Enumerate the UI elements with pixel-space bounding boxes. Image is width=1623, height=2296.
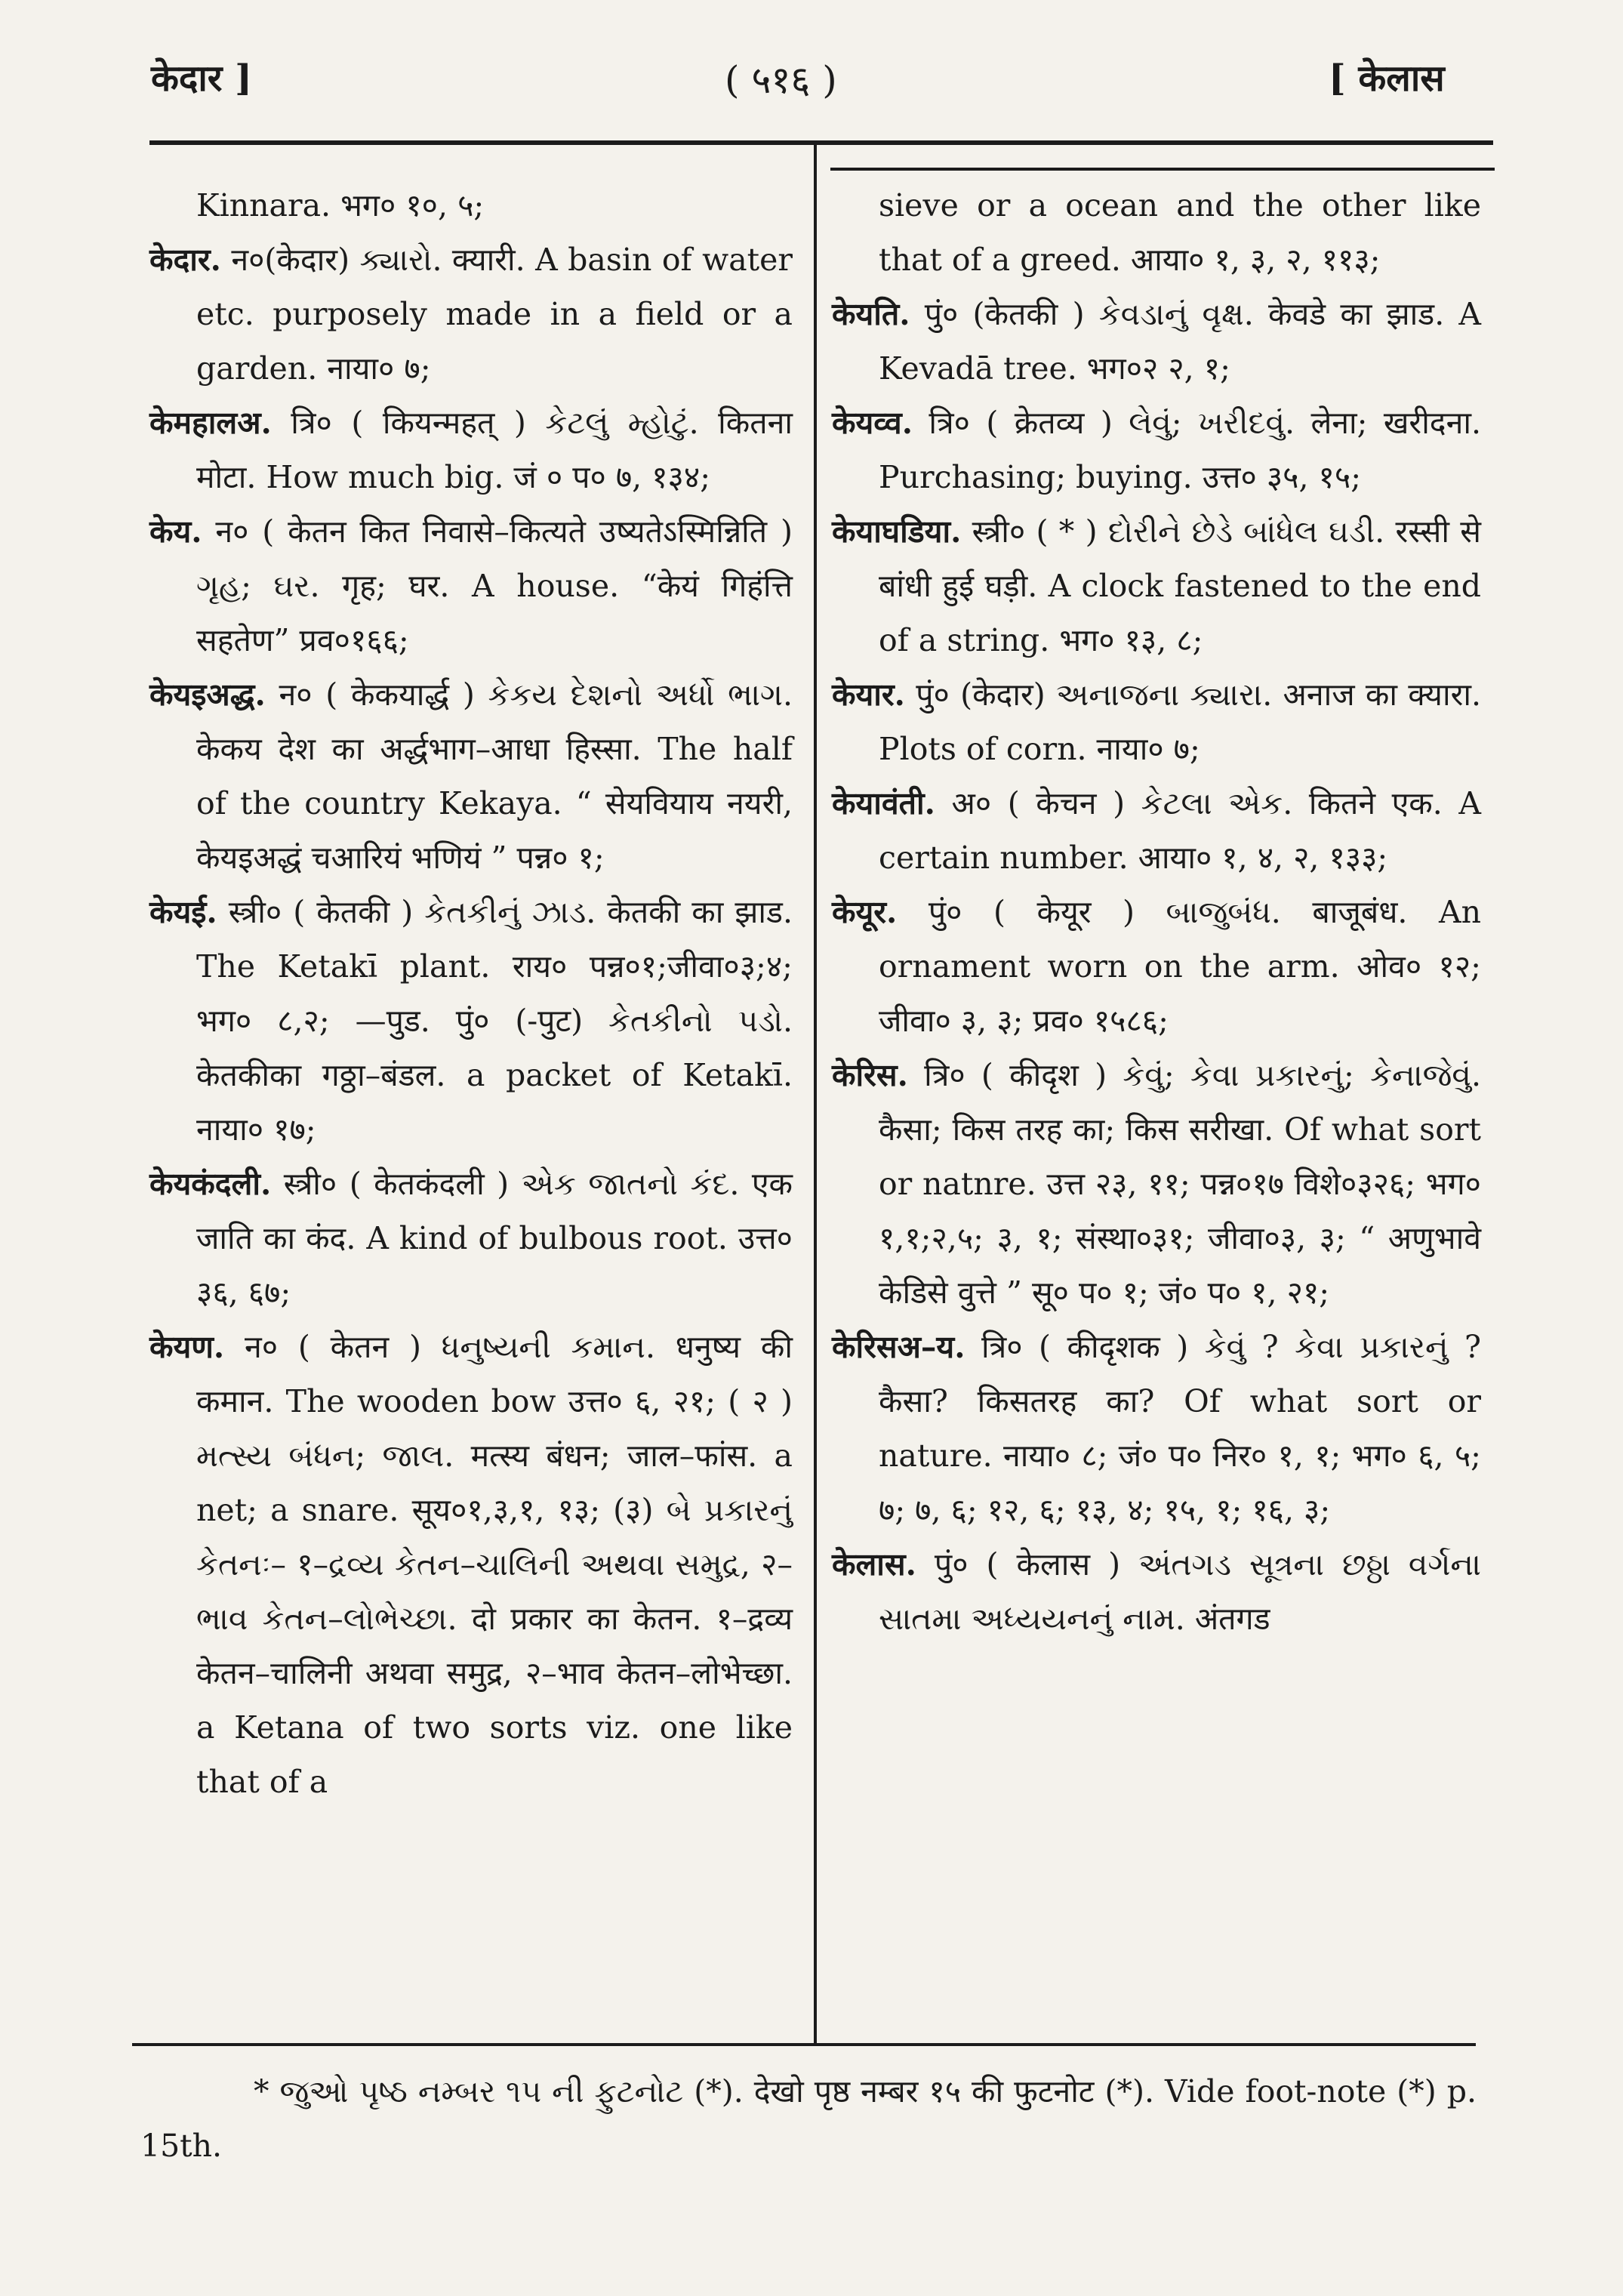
dictionary-entry [149, 885, 793, 1157]
entry-body: त्रि० ( कियन्महत् ) કેટલું મ્હોટું. कितना मोटा. How much big. जं ० प० ७, १३४; [196, 405, 793, 495]
entry-headword: केरिसअ–य. [832, 1329, 965, 1365]
entry-body: न०(केदार) ક્યારો. क्यारी. A basin of water etc. purposely made in a field or a garden. नाया० ७; [196, 242, 793, 387]
dictionary-entry-continuation: sieve or a ocean and the other like that of a greed. आया० १, ३, २, ११३; [879, 187, 1481, 278]
entry-headword: केयइअद्ध. [149, 676, 266, 713]
running-head-right: [ केलास [1329, 57, 1445, 100]
entry-body: स्त्री० ( * ) દોરીને છેડે બાંધેલ ઘડી. रस्सी से बांधी हुई घड़ी. A clock fastened to the end of a string. भग० १३, ८; [879, 513, 1481, 658]
entry-headword: केयति. [832, 296, 910, 332]
entry-headword: केयार. [832, 676, 905, 713]
entry-body: पुं० ( केलास ) અંતગડ સૂત્રના છઠ્ઠા વર્ગના સાતમા અધ્યયનનું નામ. अंतगड [879, 1546, 1481, 1637]
footnote: * જુઓ પૃષ્ઠ નમ્બર ૧૫ ની ફુટનોટ (*). देखो पृष्ठ नम्बर १५ की फुटनोट (*). Vide foot-note (*) p. 15th. [140, 2073, 1477, 2164]
dictionary-entry [832, 1048, 1481, 1320]
running-head-left: केदार ] [151, 57, 252, 100]
dictionary-entry [149, 504, 793, 667]
entry-body: पुं० (केतकी ) કેવડાનું વૃક્ષ. केवडे का झाड. A Kevadā tree. भग०२ २, १; [879, 296, 1481, 387]
entry-body: स्त्री० ( केतकी ) કેતકીનું ઝાડ. केतकी का झाड. The Ketakī plant. राय० पन्न०१;जीवा०३;४; भग० ८,२; —पुड. पुं० (-पुट) કેતકીનો પડો. केतकीका गठ्ठा–बंडल. a packet of Ketakī. नाया० १७; [196, 894, 793, 1148]
dictionary-entry [832, 667, 1481, 776]
entry-headword: केमहालअ. [149, 405, 272, 441]
entry-headword: केयावंती. [832, 785, 935, 821]
dictionary-entry [832, 396, 1481, 504]
entry-headword: केयई. [149, 894, 217, 930]
entry-headword: केलास. [832, 1546, 916, 1583]
dictionary-entry-continuation: Kinnara. भग० १०, ५; [196, 187, 485, 223]
dictionary-entry [149, 1157, 793, 1320]
entry-body: स्त्री० ( केतकंदली ) એક જાતનો કંદ. एक जाति का कंद. A kind of bulbous root. उत्त० ३६, ६७; [196, 1166, 793, 1311]
right-column [832, 178, 1481, 1646]
entry-body: न० ( केकयार्द्ध ) કેકય દેશનો અર્ધો ભાગ. केकय देश का अर्द्धभाग–आधा हिस्सा. The half of the country Kekaya. “ सेयवियाय नयरी, केयइअद्धं चआरियं भणियं ” पन्न० १; [196, 676, 793, 876]
entry-body: त्रि० ( क्रेतव्य ) લેવું; ખરીદવું. लेना; खरीदना. Purchasing; buying. उत्त० ३५, १५; [879, 405, 1481, 495]
dictionary-entry [832, 776, 1481, 885]
dictionary-entry [832, 1320, 1481, 1537]
dictionary-entry [832, 287, 1481, 396]
page-number: ( ५१६ ) [725, 58, 837, 102]
entry-body: त्रि० ( कीदृशक ) કેવું ? કેવા પ્રકારનું ? कैसा? किसतरह का? Of what sort or nature. नाया० ८; जं० प० निर० १, १; भग० ६, ५; ७; ७, ६; १२, ६; १३, ४; १५, १; १६, ३; [879, 1329, 1481, 1528]
entry-body: पुं० ( केयूर ) બાજુબંધ. बाजूबंध. An ornament worn on the arm. ओव० १२; जीवा० ३, ३; प्रव० १५८६; [879, 894, 1481, 1039]
entry-body: त्रि० ( कीदृश ) કેવું; કેવા પ્રકારનું; કેનાજેવું. कैसा; किस तरह का; किस सरीखा. Of what sort or natnre. उत्त २३, ११; पन्न०१७ विशे०३२६; भग० १,१;२,५; ३, १; संस्था०३१; जीवा०३, ३; “ अणुभावे केडिसे वुत्ते ” सू० प० १; जं० प० १, २१; [879, 1057, 1481, 1311]
column-divider [814, 145, 817, 2046]
footnote-rule [132, 2043, 1476, 2046]
dictionary-entry [149, 1320, 793, 1809]
entry-headword: केय. [149, 513, 202, 550]
header-rule [149, 140, 1493, 145]
header-rule-secondary [830, 168, 1495, 171]
dictionary-entry [832, 1537, 1481, 1646]
dictionary-entry [149, 396, 793, 504]
dictionary-entry [149, 667, 793, 885]
entry-headword: केयूर. [832, 894, 898, 930]
entry-headword: केरिस. [832, 1057, 908, 1093]
entry-body: अ० ( केचन ) કેટલા એક. कितने एक. A certain number. आया० १, ४, २, १३३; [879, 785, 1481, 876]
dictionary-entry [832, 504, 1481, 667]
dictionary-entry [149, 233, 793, 396]
dictionary-entry [832, 885, 1481, 1048]
entry-body: पुं० (केदार) અનાજના ક્યારા. अनाज का क्यारा. Plots of corn. नाया० ७; [879, 676, 1481, 767]
entry-body: न० ( केतन ) ધનુષ્યની કમાન. धनुष्य की कमान. The wooden bow उत्त० ६, २१; ( २ ) મત્સ્ય બંધન; જાલ. मत्स्य बंधन; जाल–फांस. a net; a snare. सूय०१,३,१, १३; (३) બે પ્રકારનું કેતનઃ– १–દ્રવ્ય કેતન–ચાલિની અથવા સમુદ્ર, २–ભાવ કેતન–લોભેચ્છા. दो प्रकार का केतन. १–द्रव्य केतन–चालिनी अथवा समुद्र, २–भाव केतन–लोभेच्छा. a Ketana of two sorts viz. one like that of a [196, 1329, 793, 1800]
left-column [149, 178, 793, 1809]
entry-headword: केयाघडिया. [832, 513, 962, 550]
entry-headword: केयकंदली. [149, 1166, 272, 1202]
entry-headword: केदार. [149, 242, 221, 278]
entry-body: न० ( केतन कित निवासे–कित्यते उष्यतेऽस्मिन्निति ) ગૃહ; ઘર. गृह; घर. A house. “केयं गिहंत्ति सहतेण” प्रव०१६६; [196, 513, 793, 658]
entry-headword: केयण. [149, 1329, 225, 1365]
entry-headword: केयव्व. [832, 405, 913, 441]
